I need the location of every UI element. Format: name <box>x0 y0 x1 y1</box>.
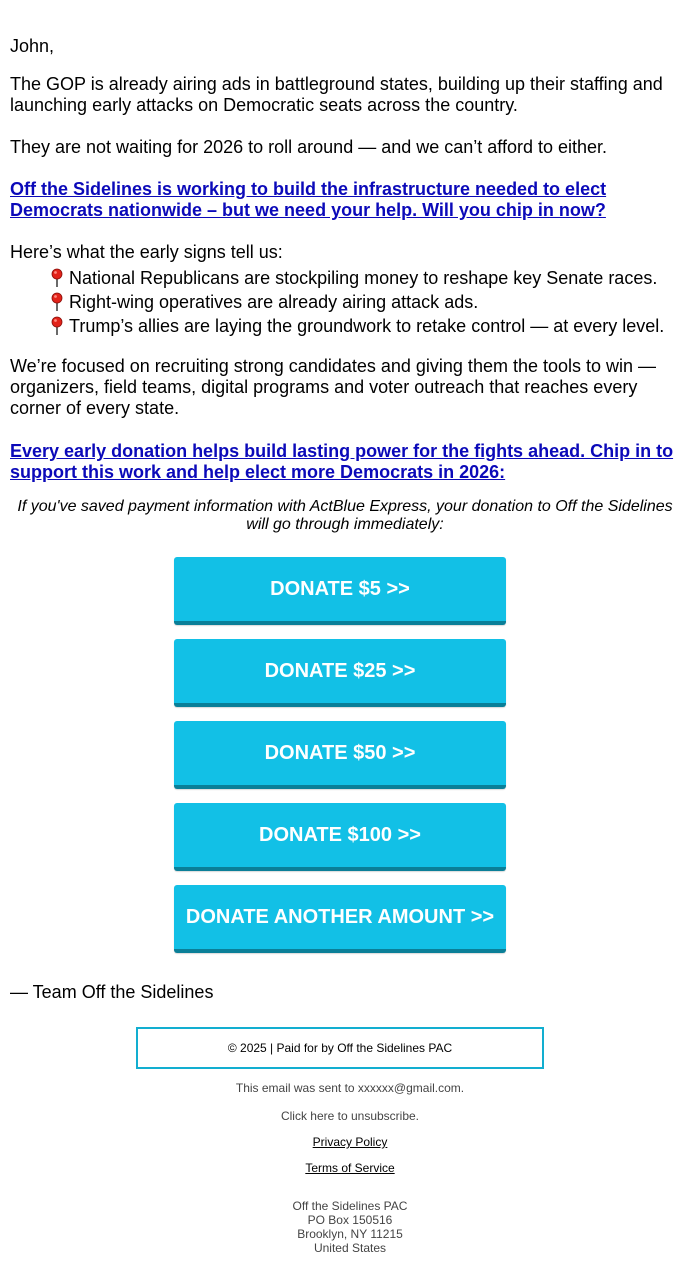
list-item: Right-wing operatives are already airing attack ads. <box>50 290 664 314</box>
focus-paragraph: We’re focused on recruiting strong candidates and giving them the tools to win — organizers, field teams, digital programs and voter outreach that reaches every corner of every state. <box>10 356 657 418</box>
unsubscribe-link[interactable]: Click here to unsubscribe. <box>280 1109 420 1123</box>
sent-to-text: This email was sent to xxxxxx@gmail.com. <box>235 1081 465 1095</box>
signoff: — Team Off the Sidelines <box>10 982 214 1002</box>
donate-other-amount-button[interactable]: DONATE ANOTHER AMOUNT >> <box>174 885 506 953</box>
address-line: United States <box>313 1241 387 1255</box>
donate-link-1[interactable]: Off the Sidelines is working to build the infrastructure needed to elect Democrats nationwide – but we need your help. Will you chip in now? <box>10 179 607 220</box>
greeting: John, <box>10 36 55 56</box>
pushpin-icon <box>50 268 64 288</box>
donate-50-button[interactable]: DONATE $50 >> <box>174 721 506 789</box>
pushpin-icon <box>50 292 64 312</box>
signs-title: Here’s what the early signs tell us: <box>10 242 283 262</box>
donate-25-button[interactable]: DONATE $25 >> <box>174 639 506 707</box>
donate-100-button[interactable]: DONATE $100 >> <box>174 803 506 871</box>
paid-for-box <box>136 1027 544 1069</box>
intro-paragraph: The GOP is already airing ads in battleground states, building up their staffing and launching early attacks on Democratic seats across the country. <box>10 74 663 115</box>
mailing-address <box>10 1199 690 1255</box>
signs-list <box>50 266 664 338</box>
donate-link-2[interactable]: Every early donation helps build lasting power for the fights ahead. Chip in to support this work and help elect more Democrats in 2026: <box>10 441 674 482</box>
list-item: National Republicans are stockpiling money to reshape key Senate races. <box>50 266 664 290</box>
pushpin-icon <box>50 316 64 336</box>
privacy-policy-link[interactable]: Privacy Policy <box>312 1135 388 1149</box>
address-line: Off the Sidelines PAC <box>292 1199 408 1213</box>
actblue-express-note: If you've saved payment information with ActBlue Express, your donation to Off the Sidelines will go through immediately: <box>17 498 673 533</box>
urgency-paragraph: They are not waiting for 2026 to roll around — and we can’t afford to either. <box>10 137 608 157</box>
paid-for-text: © 2025 | Paid for by Off the Sidelines PAC <box>227 1041 453 1055</box>
address-line: Brooklyn, NY 11215 <box>297 1227 403 1241</box>
terms-of-service-link[interactable]: Terms of Service <box>305 1161 395 1175</box>
donate-5-button[interactable]: DONATE $5 >> <box>174 557 506 625</box>
list-item: Trump’s allies are laying the groundwork to retake control — at every level. <box>50 314 664 338</box>
address-line: PO Box 150516 <box>307 1213 393 1227</box>
